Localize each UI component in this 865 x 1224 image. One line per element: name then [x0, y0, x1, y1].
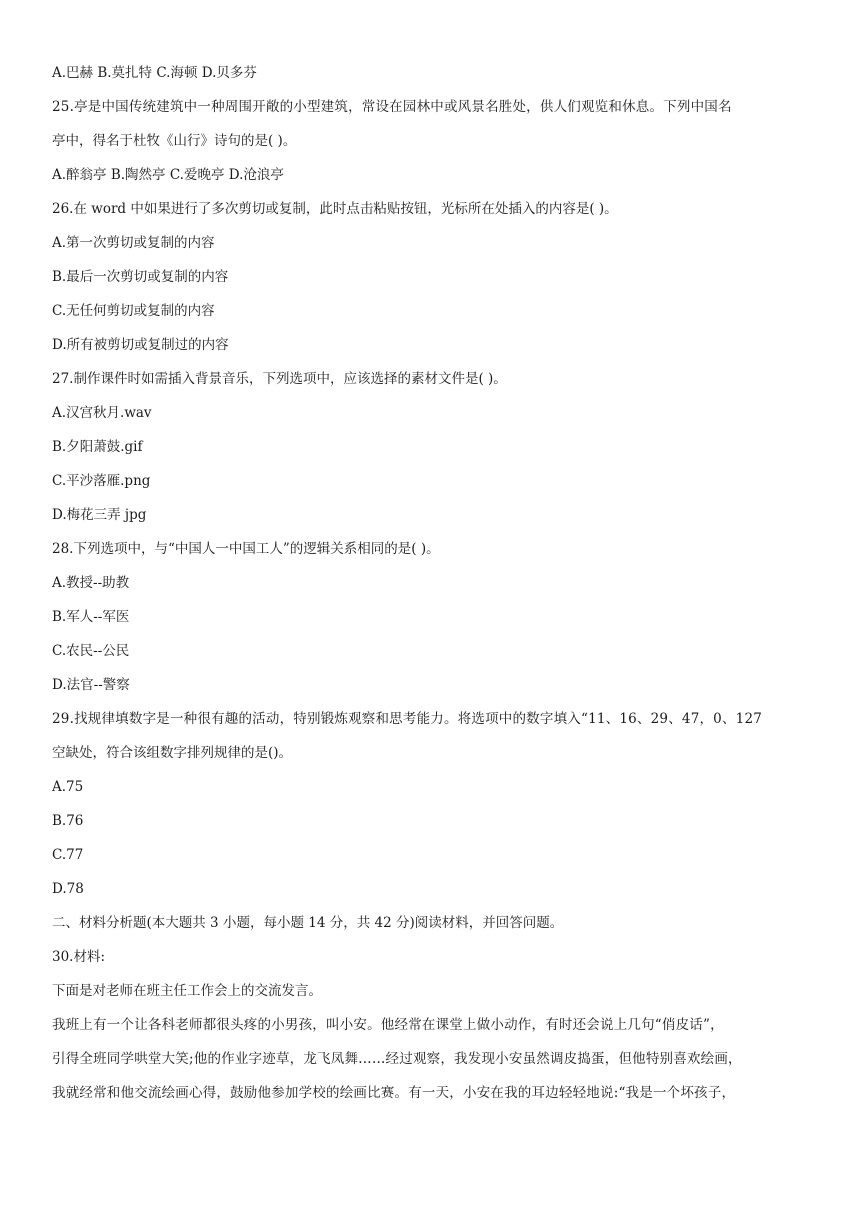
q28-option-d: D.法官--警察: [52, 677, 130, 693]
q29-stem-line2: 空缺处，符合该组数字排列规律的是()。: [52, 745, 293, 761]
q28-option-a: A.教授--助教: [52, 575, 130, 591]
q26-option-b: B.最后一次剪切或复制的内容: [52, 269, 229, 285]
q28-stem: 28.下列选项中，与“中国人一中国工人”的逻辑关系相同的是( )。: [52, 541, 440, 557]
q27-option-d: D.梅花三弄 jpg: [52, 507, 147, 523]
q29-option-a: A.75: [52, 779, 84, 795]
q29-option-b: B.76: [52, 813, 84, 829]
q28-option-c: C.农民--公民: [52, 643, 130, 659]
q29-stem-line1: 29.找规律填数字是一种很有趣的活动，特别锻炼观察和思考能力。将选项中的数字填入“11、16、29、47，0、127: [52, 711, 763, 727]
q29-option-c: C.77: [52, 847, 84, 863]
q30-para-line3: 我就经常和他交流绘画心得，鼓励他参加学校的绘画比赛。有一天，小安在我的耳边轻轻地说:“我是一个坏孩子，: [52, 1085, 736, 1101]
section-2-heading: 二、材料分析题(本大题共 3 小题，每小题 14 分，共 42 分)阅读材料，并回答问题。: [52, 915, 564, 931]
q27-stem: 27.制作课件时如需插入背景音乐，下列选项中，应该选择的素材文件是( )。: [52, 371, 507, 387]
document-page: [52, 56, 814, 1110]
q30-para-line1: 我班上有一个让各科老师都很头疼的小男孩，叫小安。他经常在课堂上做小动作，有时还会说上几句“俏皮话”，: [52, 1017, 724, 1033]
q26-option-d: D.所有被剪切或复制过的内容: [52, 337, 229, 353]
q26-option-a: A.第一次剪切或复制的内容: [52, 235, 215, 251]
question-28: [52, 532, 814, 702]
question-30: [52, 940, 814, 1110]
question-29: [52, 702, 814, 906]
q24-options: A.巴赫 B.莫扎特 C.海顿 D.贝多芬: [52, 65, 257, 81]
question-27: [52, 362, 814, 532]
q27-option-a: A.汉宫秋月.wav: [52, 405, 152, 421]
q30-intro: 下面是对老师在班主任工作会上的交流发言。: [52, 983, 322, 999]
q25-stem-line1: 25.亭是中国传统建筑中一种周围开敞的小型建筑，常设在园林中或风景名胜处，供人们观览和休息。下列中国名: [52, 99, 732, 115]
q25-options: A.醉翁亭 B.陶然亭 C.爱晚亭 D.沧浪亭: [52, 167, 284, 183]
q28-option-b: B.军人--军医: [52, 609, 130, 625]
q25-stem-line2: 亭中，得名于杜牧《山行》诗句的是( )。: [52, 133, 297, 149]
q27-option-b: B.夕阳萧鼓.gif: [52, 439, 143, 455]
question-26: [52, 192, 814, 362]
q30-para-line2: 引得全班同学哄堂大笑;他的作业字迹草，龙飞凤舞……经过观察，我发现小安虽然调皮捣蛋，但他特别喜欢绘画，: [52, 1051, 742, 1067]
q30-label: 30.材料:: [52, 949, 106, 965]
q26-stem: 26.在 word 中如果进行了多次剪切或复制，此时点击粘贴按钮，光标所在处插入的内容是( )。: [52, 201, 618, 217]
q29-option-d: D.78: [52, 881, 84, 897]
q27-option-c: C.平沙落雁.png: [52, 473, 151, 489]
question-25: [52, 90, 814, 192]
q26-option-c: C.无任何剪切或复制的内容: [52, 303, 215, 319]
